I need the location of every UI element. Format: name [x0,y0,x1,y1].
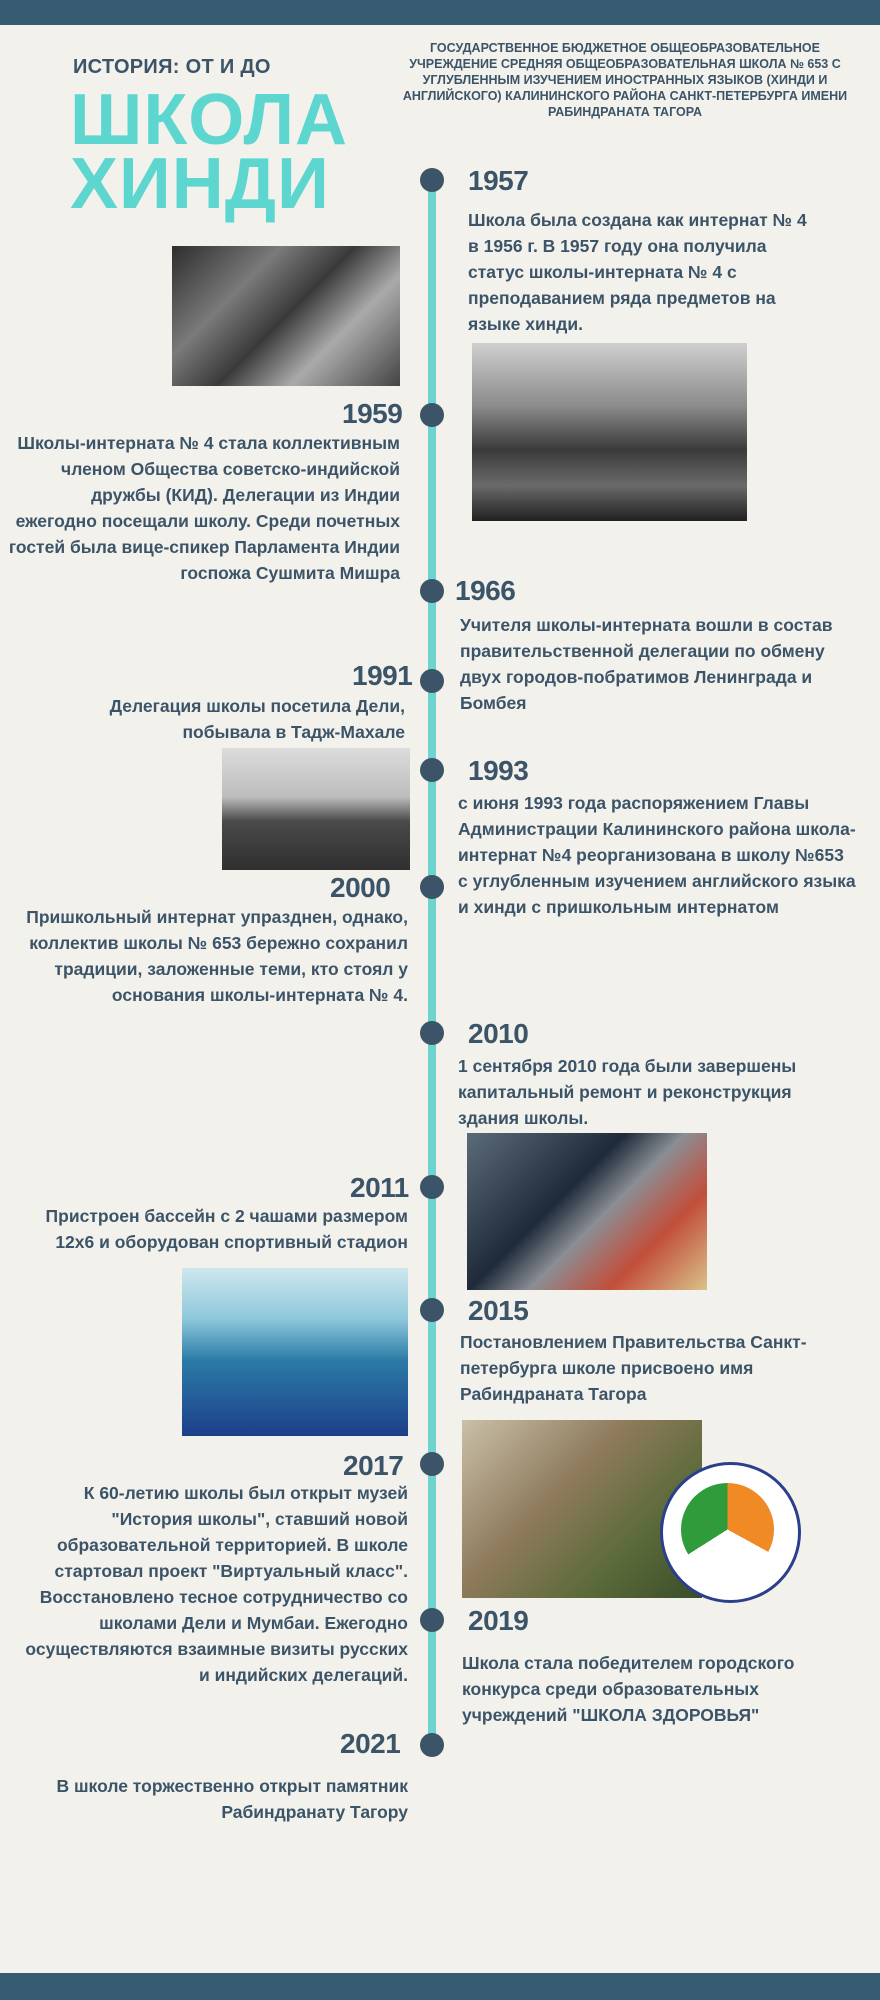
main-title-line2: ХИНДИ [70,144,330,224]
timeline-dot-1966 [420,579,444,603]
event-text-1966: Учителя школы-интерната вошли в состав правительственной делегации по обмену двух городов-побратимов Ленинграда и Бомбея [460,615,833,713]
year-1993: 1993 [468,755,529,786]
school-name: ГОСУДАРСТВЕННОЕ БЮДЖЕТНОЕ ОБЩЕОБРАЗОВАТЕЛЬНОЕ УЧРЕЖДЕНИЕ СРЕДНЯЯ ОБЩЕОБРАЗОВАТЕЛЬНАЯ ШКОЛА № 653 С УГЛУБЛЕННЫМ ИЗУЧЕНИЕМ ИНОСТРАННЫХ ЯЗЫКОВ (ХИНДИ И АНГЛИЙСКОГО) КАЛИНИНСКОГО РАЙОНА САНКТ-ПЕТЕРБУРГА ИМЕНИ РАБИНДРАНАТА ТАГОРА [402,41,848,119]
timeline-dot-2011 [420,1175,444,1199]
event-text-2010: 1 сентября 2010 года были завершены капитальный ремонт и реконструкция здания школы. [458,1056,797,1128]
timeline-dot-2015 [420,1298,444,1322]
year-2021: 2021 [340,1728,401,1759]
timeline-dot-2017 [420,1452,444,1476]
timeline-dot-2021 [420,1733,444,1757]
timeline-dot-1957 [420,168,444,192]
timeline-dot-2019 [420,1608,444,1632]
timeline-dot-2010 [420,1021,444,1045]
year-2000: 2000 [330,872,391,903]
year-1959: 1959 [342,398,403,429]
year-2019: 2019 [468,1605,529,1636]
event-text-2015: Постановлением Правительства Санкт-петербурга школе присвоено имя Рабиндраната Тагора [460,1332,807,1404]
year-2017: 2017 [343,1450,404,1481]
kicker-title: ИСТОРИЯ: ОТ И ДО [73,56,271,78]
event-text-1991: Делегация школы посетила Дели, побывала в Тадж-Махале [109,696,405,742]
photo-taj-mahal-delegation [222,748,410,870]
event-text-1993: с июня 1993 года распоряжением Главы Администрации Калининского района школа-интернат №4 реорганизована в школу №653 с углубленным изучением английского языка и хинди с пришкольным интернатом [458,793,856,917]
logo-emblem-icon [681,1483,774,1576]
event-text-2017: К 60-летию школы был открыт музей "История школы", ставший новой образовательной территорией. В школе стартовал проект "Виртуальный класс". Восстановлено тесное сотрудничество со школами Дели и Мумбаи. Ежегодно осуществляются взаимные визиты русских и индийских делегаций. [25,1483,408,1685]
event-text-1959: Школы-интерната № 4 стала коллективным членом Общества советско-индийской дружбы (КИД). Делегации из Индии ежегодно посещали школу. Среди почетных гостей была вице-спикер Парламента Индии госпожа Сушмита Мишра [8,433,400,583]
photo-school-building-archive [472,343,747,521]
event-text-2019: Школа стала победителем городского конкурса среди образовательных учреждений "ШКОЛА ЗДОРОВЬЯ" [462,1653,795,1725]
year-1966: 1966 [455,575,516,606]
year-1991: 1991 [352,660,413,691]
main-title-line1: ШКОЛА [70,80,349,160]
timeline-dot-2000 [420,875,444,899]
year-2011: 2011 [350,1172,409,1203]
main-title [70,80,349,224]
event-text-2000: Пришкольный интернат упразднен, однако, коллектив школы № 653 бережно сохранил традиции, заложенные теми, кто стоял у основания школы-интерната № 4. [26,907,408,1005]
top-band [0,0,880,25]
photo-students-archive [172,246,400,386]
photo-officials-visit [467,1133,707,1290]
event-text-2021: В школе торжественно открыт памятник Рабиндранату Тагору [56,1776,408,1822]
bottom-band [0,1973,880,2000]
timeline-dot-1993 [420,758,444,782]
event-text-1957: Школа была создана как интернат № 4 в 1956 г. В 1957 году она получила статус школы-интерната № 4 с преподаванием ряда предметов на языке хинди. [468,210,807,334]
timeline-dot-1959 [420,403,444,427]
timeline-dot-1991 [420,669,444,693]
event-text-2011: Пристроен бассейн с 2 чашами размером 12х6 и оборудован спортивный стадион [45,1206,408,1252]
year-2010: 2010 [468,1018,529,1049]
year-2015: 2015 [468,1295,529,1326]
photo-swimming-pool [182,1268,408,1436]
school-logo [660,1462,801,1603]
year-1957: 1957 [468,165,529,196]
